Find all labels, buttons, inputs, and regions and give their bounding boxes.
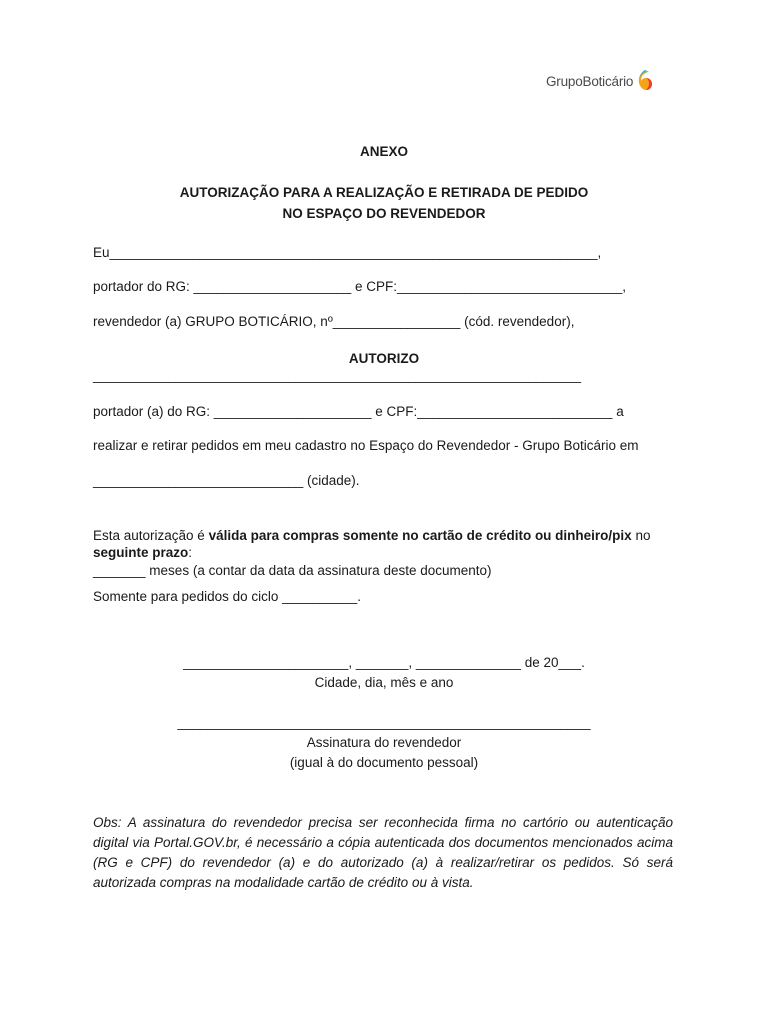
date-field-line: ______________________, _______, ______________ de 20___.: [183, 655, 585, 670]
authorized-rg-cpf-field-line: portador (a) do RG: _____________________ e CPF:__________________________ a: [93, 404, 624, 419]
reseller-code-field-line: revendedor (a) GRUPO BOTICÁRIO, nº_________________ (cód. revendedor),: [93, 314, 575, 329]
signature-caption: Assinatura do revendedor: [306, 735, 462, 750]
authorize-heading: AUTORIZO: [348, 351, 420, 366]
grupo-boticario-logo-mark-icon: [636, 69, 654, 93]
authorized-name-field-line: _________________________________________________________________: [93, 368, 582, 383]
annex-heading: ANEXO: [359, 144, 408, 159]
date-caption: Cidade, dia, mês e ano: [314, 675, 454, 690]
validity-text-3: :: [188, 545, 193, 560]
title-line-2: NO ESPAÇO DO REVENDEDOR: [282, 206, 486, 221]
validity-text-1: Esta autorização é: [93, 528, 209, 543]
validity-bold-2: seguinte prazo: [93, 545, 189, 560]
cycle-field-line: Somente para pedidos do ciclo __________.: [93, 589, 361, 604]
realizar-text-line: realizar e retirar pedidos em meu cadastro no Espaço do Revendedor - Grupo Boticário em: [93, 438, 639, 453]
signature-line: _______________________________________________________: [177, 715, 591, 730]
rg-cpf-field-line: portador do RG: _____________________ e CPF:______________________________,: [93, 279, 626, 294]
company-logo: [546, 68, 654, 94]
validity-bold-1: válida para compras somente no cartão de crédito ou dinheiro/pix: [208, 528, 632, 543]
logo-text: GrupoBoticário: [546, 73, 634, 89]
observation-note: Obs: A assinatura do revendedor precisa ser reconhecida firma no cartório ou autenticação digital via Portal.GOV.br, é necessário a cópia autenticada dos documentos mencionados acima (RG e CPF) do revendedor (a) e do autorizado (a) à realizar/retirar os pedidos. Só será autorizada compras na modalidade cartão de crédito ou à vista.: [93, 815, 673, 890]
validity-text-2: no: [631, 528, 651, 543]
title-line-1: AUTORIZAÇÃO PARA A REALIZAÇÃO E RETIRADA DE PEDIDO: [179, 185, 589, 200]
city-field-line: ____________________________ (cidade).: [93, 473, 360, 488]
signature-caption-note: (igual à do documento pessoal): [289, 755, 479, 770]
validity-paragraph: [93, 527, 683, 561]
name-field-line: Eu_________________________________________________________________,: [93, 245, 602, 260]
months-field-line: _______ meses (a contar da data da assinatura deste documento): [93, 563, 492, 578]
